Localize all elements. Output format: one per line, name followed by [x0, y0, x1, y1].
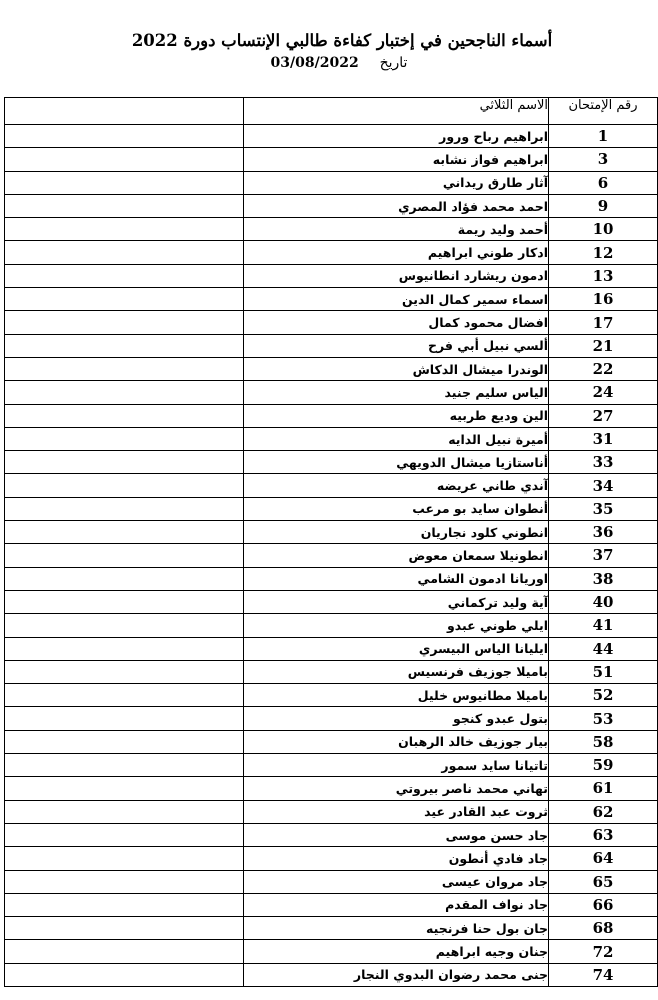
exam-number-cell: 38	[549, 567, 658, 590]
exam-number-cell: 52	[549, 684, 658, 707]
exam-number-cell: 9	[549, 194, 658, 217]
full-name-cell: أميرة نبيل الدايه	[244, 427, 549, 450]
table-row	[5, 357, 658, 380]
table-row	[5, 567, 658, 590]
blank-cell	[5, 171, 244, 194]
full-name-cell: جاد حسن موسى	[244, 823, 549, 846]
exam-number-cell: 65	[549, 870, 658, 893]
table-row	[5, 917, 658, 940]
full-name-cell: جنان وجيه ابراهيم	[244, 940, 549, 963]
table-row	[5, 963, 658, 986]
blank-cell	[5, 404, 244, 427]
full-name-cell: الين وديع طربيه	[244, 404, 549, 427]
full-name-cell: آية وليد تركماني	[244, 590, 549, 613]
blank-cell	[5, 963, 244, 986]
table-header-row	[5, 98, 658, 125]
table-row	[5, 637, 658, 660]
full-name-cell: تاتيانا سايد سمور	[244, 754, 549, 777]
date-value: 03/08/2022	[270, 55, 359, 71]
blank-cell	[5, 777, 244, 800]
table-row	[5, 264, 658, 287]
table-row	[5, 660, 658, 683]
column-header-full-name: الاسم الثلاثي	[244, 98, 549, 125]
table-row	[5, 474, 658, 497]
blank-cell	[5, 288, 244, 311]
full-name-cell: بتول عبدو كنجو	[244, 707, 549, 730]
column-header-blank	[5, 98, 244, 125]
full-name-cell: اسماء سمير كمال الدين	[244, 288, 549, 311]
exam-number-cell: 74	[549, 963, 658, 986]
table-row	[5, 590, 658, 613]
table-row	[5, 288, 658, 311]
document-title: أسماء الناجحين في إختبار كفاءة طالبي الإنتساب دورة 2022	[131, 31, 553, 50]
table-row	[5, 823, 658, 846]
blank-cell	[5, 264, 244, 287]
exam-number-cell: 3	[549, 148, 658, 171]
blank-cell	[5, 311, 244, 334]
blank-cell	[5, 125, 244, 148]
exam-number-cell: 59	[549, 754, 658, 777]
table-row	[5, 497, 658, 520]
full-name-cell: ابراهيم فواز نشابه	[244, 148, 549, 171]
document-header	[0, 30, 658, 73]
blank-cell	[5, 684, 244, 707]
full-name-cell: انطوني كلود نجاريان	[244, 521, 549, 544]
exam-number-cell: 51	[549, 660, 658, 683]
table-row	[5, 427, 658, 450]
table-row	[5, 847, 658, 870]
exam-number-cell: 40	[549, 590, 658, 613]
exam-number-cell: 24	[549, 381, 658, 404]
exam-number-cell: 37	[549, 544, 658, 567]
table-row	[5, 125, 658, 148]
full-name-cell: أناستازيا ميشال الدويهي	[244, 451, 549, 474]
exam-number-cell: 53	[549, 707, 658, 730]
table-row	[5, 870, 658, 893]
blank-cell	[5, 917, 244, 940]
full-name-cell: جاد نواف المقدم	[244, 893, 549, 916]
full-name-cell: آندي طاني عريضه	[244, 474, 549, 497]
full-name-cell: انطونيلا سمعان معوض	[244, 544, 549, 567]
exam-number-cell: 61	[549, 777, 658, 800]
blank-cell	[5, 334, 244, 357]
exam-number-cell: 44	[549, 637, 658, 660]
blank-cell	[5, 497, 244, 520]
full-name-cell: ابراهيم رباح ورور	[244, 125, 549, 148]
table-row	[5, 684, 658, 707]
date-label: تاريخ	[379, 55, 408, 71]
full-name-cell: ايلي طوني عبدو	[244, 614, 549, 637]
blank-cell	[5, 637, 244, 660]
blank-cell	[5, 823, 244, 846]
blank-cell	[5, 381, 244, 404]
exam-number-cell: 33	[549, 451, 658, 474]
exam-number-cell: 17	[549, 311, 658, 334]
table-row	[5, 148, 658, 171]
table-row	[5, 194, 658, 217]
table-row	[5, 334, 658, 357]
table-row	[5, 614, 658, 637]
blank-cell	[5, 614, 244, 637]
blank-cell	[5, 521, 244, 544]
exam-number-cell: 10	[549, 218, 658, 241]
table-row	[5, 707, 658, 730]
exam-number-cell: 12	[549, 241, 658, 264]
full-name-cell: ايليانا الياس البيسري	[244, 637, 549, 660]
blank-cell	[5, 474, 244, 497]
full-name-cell: جان بول حنا فرنجيه	[244, 917, 549, 940]
exam-number-cell: 41	[549, 614, 658, 637]
table-row	[5, 521, 658, 544]
exam-number-cell: 27	[549, 404, 658, 427]
full-name-cell: بيار جوزيف خالد الرهبان	[244, 730, 549, 753]
table-row	[5, 544, 658, 567]
results-table	[4, 97, 658, 987]
exam-number-cell: 36	[549, 521, 658, 544]
full-name-cell: اوريانا ادمون الشامي	[244, 567, 549, 590]
table-row	[5, 171, 658, 194]
blank-cell	[5, 847, 244, 870]
blank-cell	[5, 148, 244, 171]
exam-number-cell: 34	[549, 474, 658, 497]
blank-cell	[5, 707, 244, 730]
table-row	[5, 451, 658, 474]
exam-number-cell: 62	[549, 800, 658, 823]
table-row	[5, 940, 658, 963]
table-row	[5, 311, 658, 334]
full-name-cell: آثار طارق ريداني	[244, 171, 549, 194]
blank-cell	[5, 800, 244, 823]
exam-number-cell: 68	[549, 917, 658, 940]
table-row	[5, 404, 658, 427]
exam-number-cell: 16	[549, 288, 658, 311]
exam-number-cell: 58	[549, 730, 658, 753]
full-name-cell: ادمون ريشارد انطانيوس	[244, 264, 549, 287]
blank-cell	[5, 660, 244, 683]
full-name-cell: باميلا مطانيوس خليل	[244, 684, 549, 707]
blank-cell	[5, 241, 244, 264]
blank-cell	[5, 870, 244, 893]
blank-cell	[5, 357, 244, 380]
exam-number-cell: 21	[549, 334, 658, 357]
table-row	[5, 777, 658, 800]
full-name-cell: ادكار طوني ابراهيم	[244, 241, 549, 264]
table-row	[5, 241, 658, 264]
blank-cell	[5, 567, 244, 590]
blank-cell	[5, 451, 244, 474]
blank-cell	[5, 730, 244, 753]
exam-number-cell: 31	[549, 427, 658, 450]
full-name-cell: افضال محمود كمال	[244, 311, 549, 334]
blank-cell	[5, 544, 244, 567]
exam-number-cell: 1	[549, 125, 658, 148]
exam-number-cell: 22	[549, 357, 658, 380]
table-row	[5, 800, 658, 823]
table-row	[5, 893, 658, 916]
exam-number-cell: 13	[549, 264, 658, 287]
full-name-cell: تهاني محمد ناصر بيروتي	[244, 777, 549, 800]
exam-number-cell: 63	[549, 823, 658, 846]
table-row	[5, 730, 658, 753]
table-row	[5, 754, 658, 777]
full-name-cell: جاد مروان عيسى	[244, 870, 549, 893]
blank-cell	[5, 590, 244, 613]
exam-number-cell: 6	[549, 171, 658, 194]
full-name-cell: باميلا جوزيف فرنسيس	[244, 660, 549, 683]
blank-cell	[5, 194, 244, 217]
exam-number-cell: 35	[549, 497, 658, 520]
blank-cell	[5, 427, 244, 450]
full-name-cell: جاد فادي أنطون	[244, 847, 549, 870]
full-name-cell: الياس سليم جنيد	[244, 381, 549, 404]
blank-cell	[5, 893, 244, 916]
table-row	[5, 218, 658, 241]
full-name-cell: أنطوان سايد بو مرعب	[244, 497, 549, 520]
table-body	[5, 125, 658, 987]
full-name-cell: جنى محمد رضوان البدوي النجار	[244, 963, 549, 986]
blank-cell	[5, 754, 244, 777]
full-name-cell: الوندرا ميشال الدكاش	[244, 357, 549, 380]
blank-cell	[5, 218, 244, 241]
full-name-cell: ألسي نبيل أبي فرح	[244, 334, 549, 357]
date-line	[20, 53, 658, 73]
column-header-exam-number: رقم الإمتحان	[549, 98, 658, 125]
exam-number-cell: 64	[549, 847, 658, 870]
table-row	[5, 381, 658, 404]
blank-cell	[5, 940, 244, 963]
exam-number-cell: 72	[549, 940, 658, 963]
full-name-cell: ثروت عبد القادر عيد	[244, 800, 549, 823]
full-name-cell: احمد محمد فؤاد المصري	[244, 194, 549, 217]
full-name-cell: أحمد وليد ريمة	[244, 218, 549, 241]
exam-number-cell: 66	[549, 893, 658, 916]
